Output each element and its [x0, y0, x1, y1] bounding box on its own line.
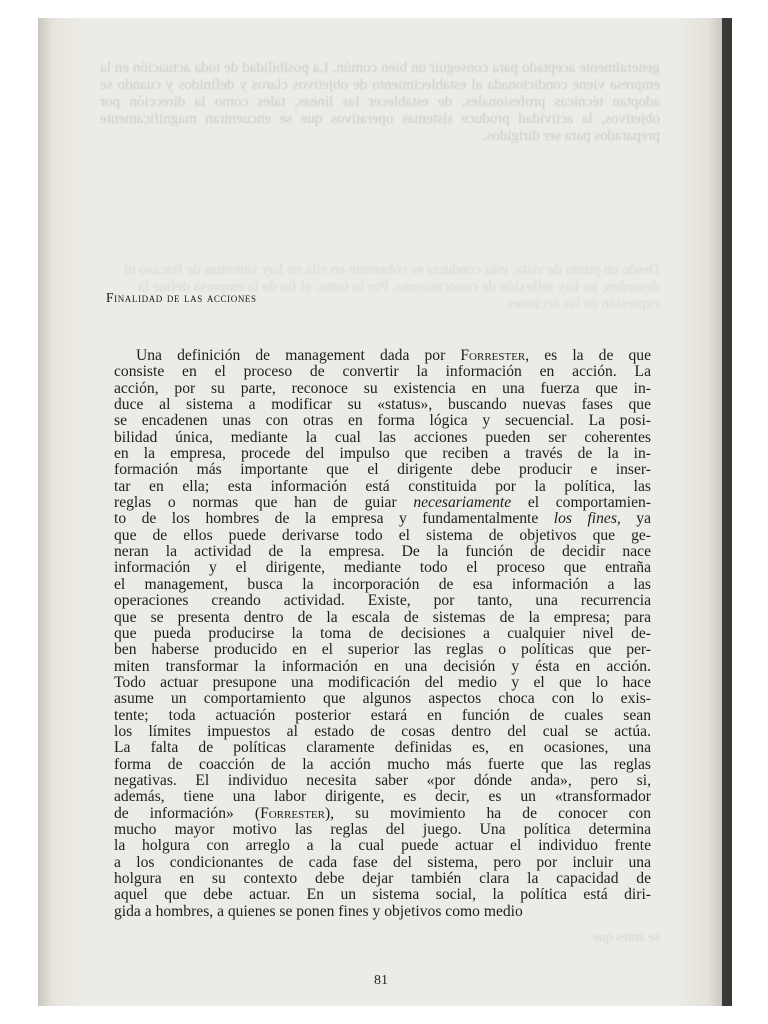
text-line: holgura en su contexto debe dejar también clara la capacidad de [114, 870, 651, 887]
text-line: información y el dirigente, mediante todo el proceso que entraña [114, 559, 651, 577]
text-line: acción, por su parte, reconoce su existencia en una fuerza que in- [114, 379, 651, 397]
text-line: el management, busca la incorporación de esa información a las [114, 575, 651, 593]
text-line: aquel que debe actuar. En un sistema social, la política está diri- [114, 886, 651, 904]
section-heading: Finalidad de las acciones [106, 290, 257, 305]
text-line: que se presenta dentro de la escala de sistemas de la empresa; para [114, 608, 651, 626]
bleed-through-text-lower: Desde un punto de vista, esta conducta es coherente en ella no hay síntomas de fracaso ni desorden; no hay inflexión de conocimiento. Por lo tanto, el fin de la empresa define la expresión de las acciones. [123, 262, 660, 312]
text-line: negativas. El individuo necesita saber «por dónde anda», pero si, [114, 771, 651, 789]
text-line: forma de coacción de la acción mucho más fuerte que las reglas [114, 755, 651, 773]
text-line: mucho mayor motivo las reglas del juego. Una política determina [114, 820, 651, 838]
text-line: además, tiene una labor dirigente, es decir, es un «transformador [114, 788, 651, 806]
text-line: Una definición de management dada por Forrester, es la de que [136, 347, 652, 364]
text-line: reglas o normas que han de guiar necesariamente el comportamien- [114, 494, 651, 512]
text-line: los límites impuestos al estado de cosas dentro del cual se actúa. [114, 722, 651, 740]
text-line: formación más importante que el dirigente debe producir e inser- [114, 461, 651, 479]
text-line: que de ellos puede derivarse todo el sistema de objetivos que ge- [114, 526, 651, 544]
text-line: a los condicionantes de cada fase del sistema, pero por incluir una [114, 853, 651, 871]
bleed-through-text-bottom: se antes que [592, 930, 660, 945]
text-line: tente; toda actuación posterior estará en función de cuales sean [114, 706, 651, 724]
text-line: duce al sistema a modificar su «status», buscando nuevas fases que [114, 396, 651, 414]
page-edge [722, 18, 732, 1006]
body-paragraph [114, 348, 651, 920]
text-line: La falta de políticas claramente definidas es, en ocasiones, una [114, 739, 651, 757]
bleed-through-text: generalmente aceptado para conseguir un bien común. La posibilidad de toda actuación en la empresa viene condicionada al establecimiento de objetivos claros y definidos y cuando se adoptan técnicas profesionales, de establecer las líneas, tales como la dirección por objetivos, la actividad produce sistemas operativos que se encuentran magnificamente preparados para ser dirigidos. [100, 60, 660, 144]
text-line: bilidad única, mediante la cual las acciones pueden ser coherentes [114, 428, 651, 446]
text-line: operaciones creando actividad. Existe, por tanto, una recurrencia [114, 592, 651, 610]
text-line: gida a hombres, a quienes se ponen fines y objetivos como medio [114, 902, 523, 920]
text-line: se encadenen unas con otras en forma lógica y secuencial. La posi- [114, 412, 651, 430]
text-line: tar en ella; esta información está constituida por la política, las [114, 477, 651, 495]
text-line: ben haberse producido en el superior las reglas o políticas que per- [114, 641, 651, 659]
text-line: consiste en el proceso de convertir la información en acción. La [114, 363, 651, 381]
text-line: miten transformar la información en una decisión y ésta en acción. [114, 657, 651, 675]
text-line: Todo actuar presupone una modificación del medio y el que lo hace [114, 673, 651, 691]
text-line: la holgura con arreglo a la cual puede actuar el individuo frente [114, 837, 651, 855]
text-line: que pueda producirse la toma de decisiones a cualquier nivel de- [114, 624, 651, 642]
page-number: 81 [374, 973, 388, 988]
text-line: asume un comportamiento que algunos aspectos choca con lo exis- [114, 690, 651, 708]
text-line: de información» (Forrester), su movimiento ha de conocer con [114, 804, 651, 822]
text-line: en la empresa, procede del impulso que reciben a través de la in- [114, 445, 651, 463]
text-line: to de los hombres de la empresa y fundamentalmente los fines, ya [114, 510, 651, 528]
text-line: neran la actividad de la empresa. De la función de decidir nace [114, 543, 651, 561]
